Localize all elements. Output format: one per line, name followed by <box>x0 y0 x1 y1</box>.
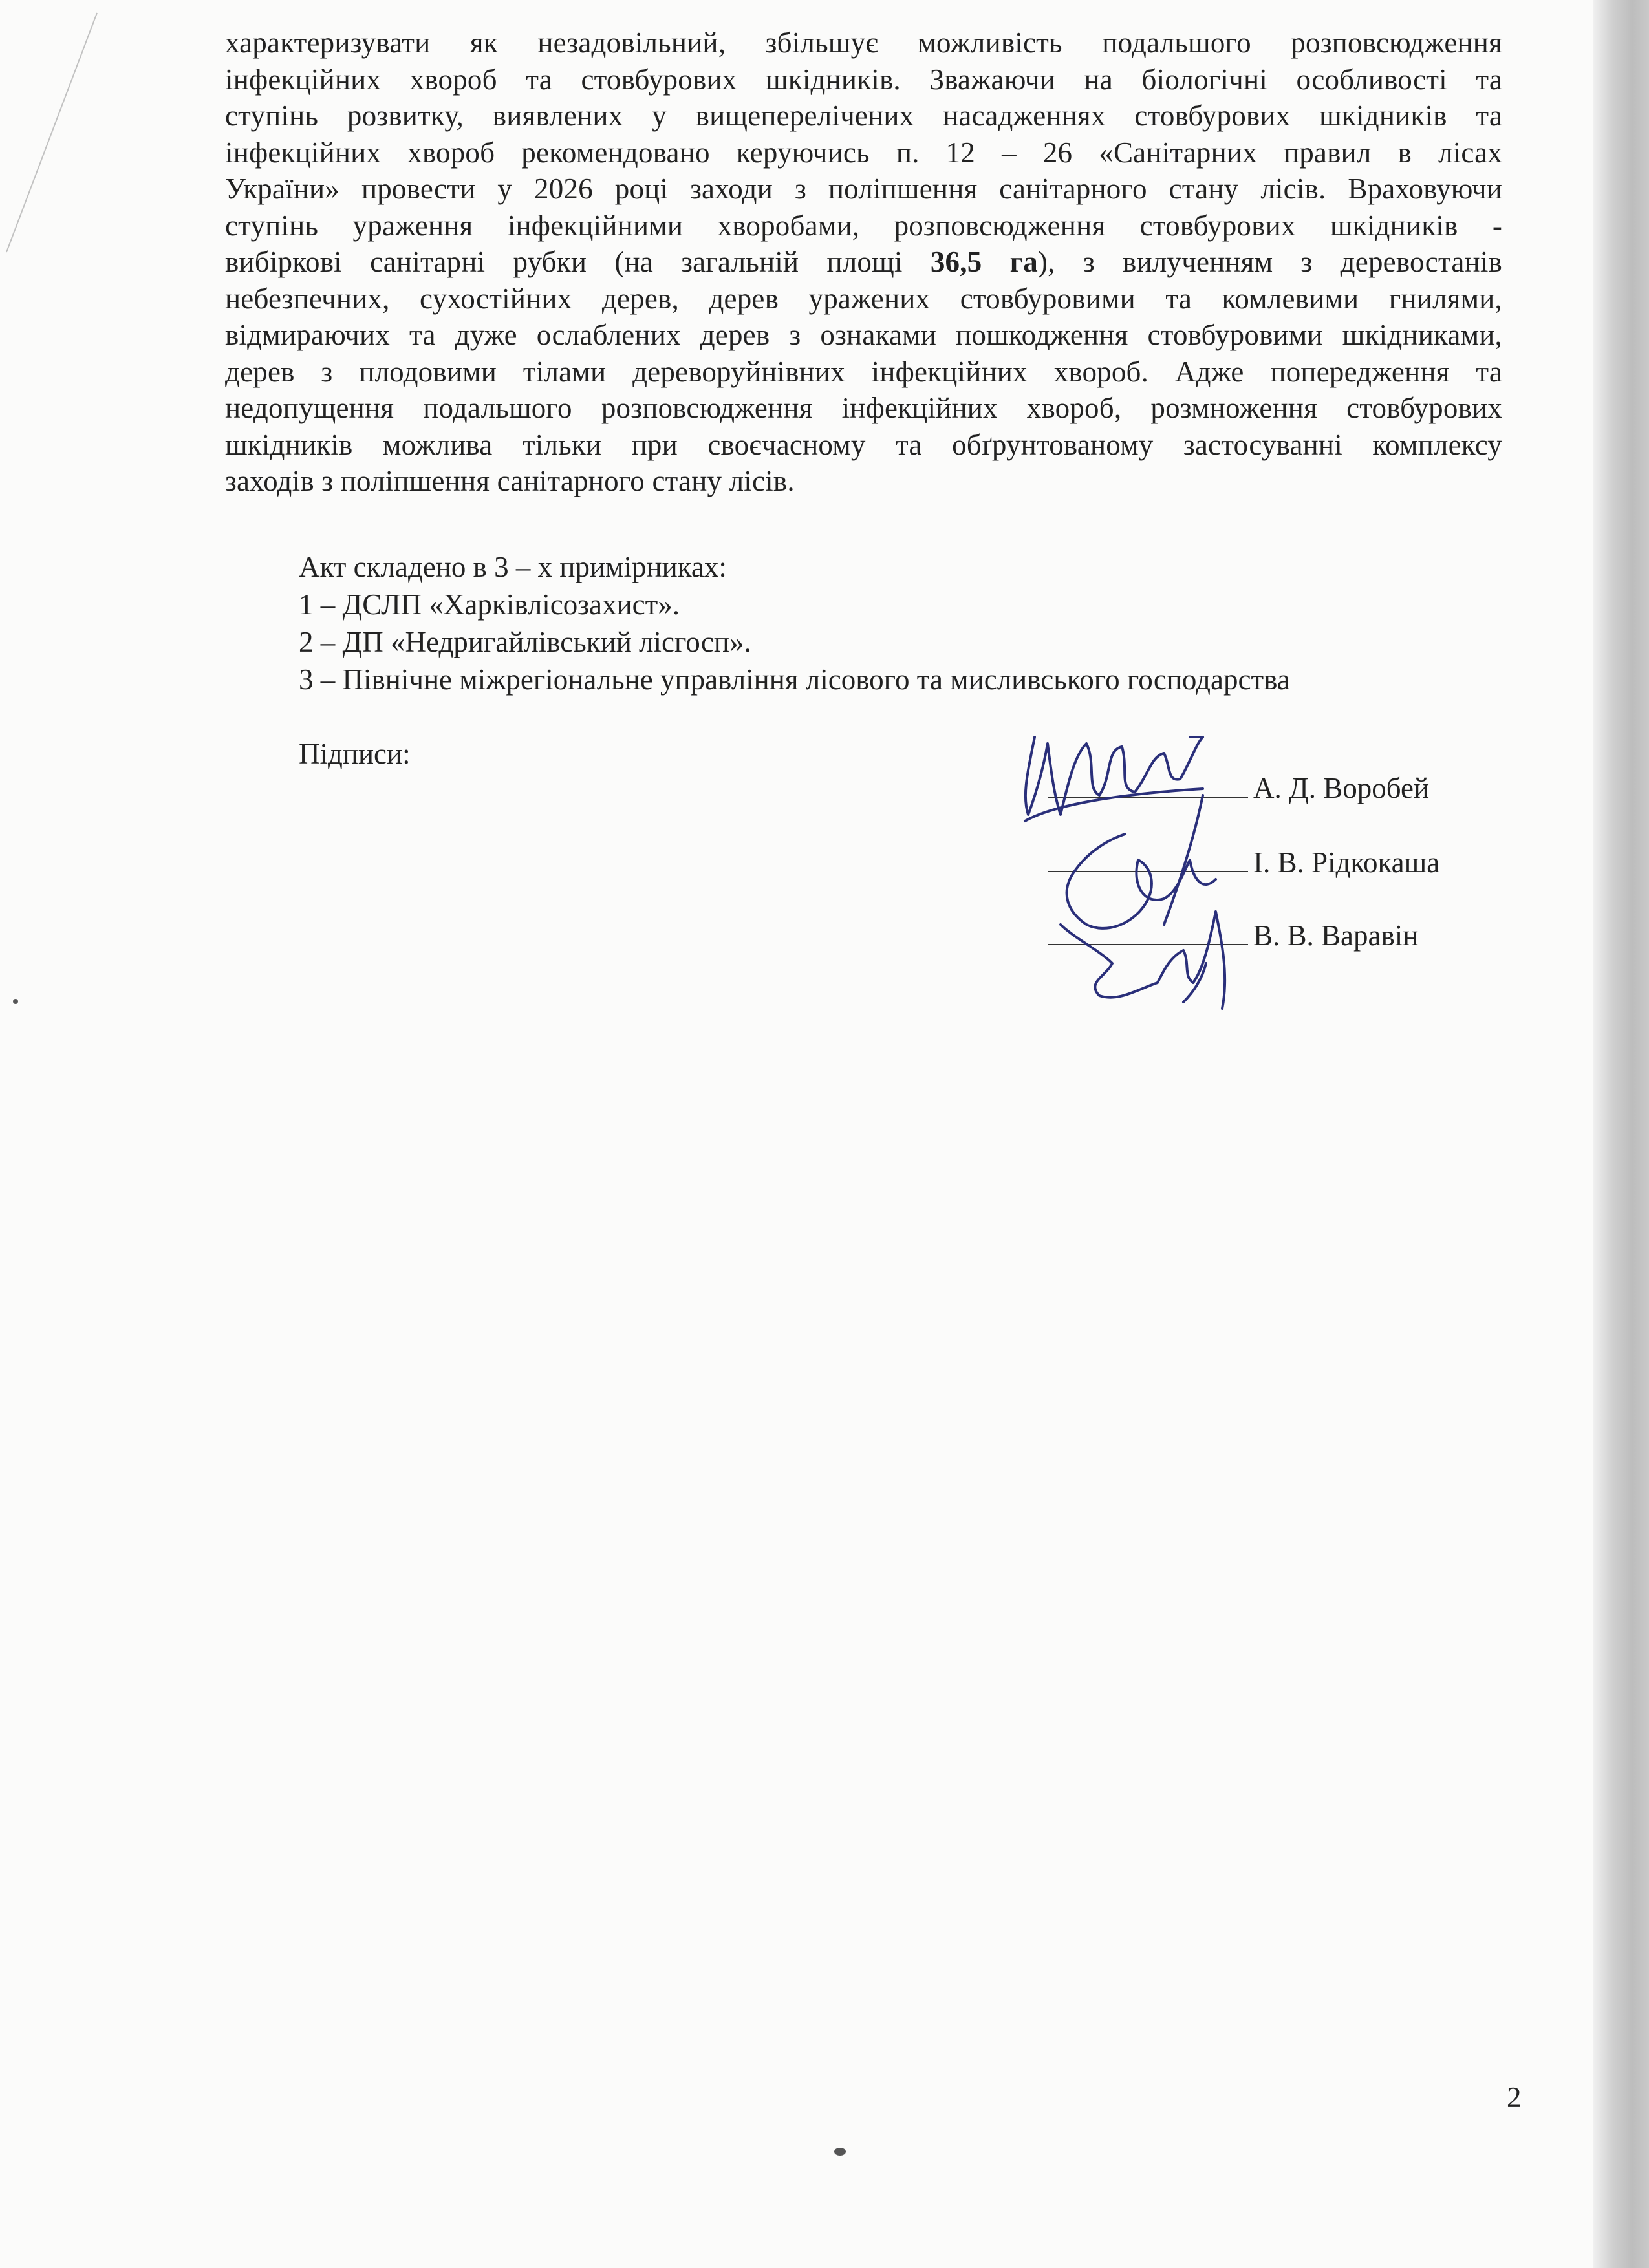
signature-2 <box>1067 834 1216 928</box>
paragraph-line: інфекційних хвороб рекомендовано керуючись п. 12 – 26 «Санітарних правил в лісах <box>225 136 1502 169</box>
copy-item: 2 – ДП «Недригайлівський лісгосп». <box>299 626 751 658</box>
paragraph-line: ступінь розвитку, виявлених у вищеперелічених насадженнях стовбурових шкідників та <box>225 100 1502 132</box>
signer-name: В. В. Варавін <box>1253 919 1419 952</box>
paragraph-line: недопущення подальшого розповсюдження інфекційних хвороб, розмноження стовбурових <box>225 392 1502 424</box>
paragraph-line: небезпечних, сухостійних дерев, дерев уражених стовбуровими та комлевими гнилями, <box>225 282 1502 315</box>
area-value: 36,5 га <box>930 246 1038 278</box>
paragraph-line: характеризувати як незадовільний, збільшує можливість подальшого розповсюдження <box>225 27 1502 59</box>
signature-1 <box>1026 737 1203 815</box>
paragraph-line: шкідників можлива тільки при своєчасному та обґрунтованому застосуванні комплексу <box>225 428 1502 461</box>
paragraph-line: ступінь ураження інфекційними хворобами, розповсюдження стовбурових шкідників - <box>225 209 1502 242</box>
area-text-before: вибіркові санітарні рубки (на загальній площі <box>225 246 931 278</box>
page-number: 2 <box>1507 2081 1522 2113</box>
paragraph-line: України» провести у 2026 році заходи з поліпшення санітарного стану лісів. Враховуючи <box>225 173 1502 205</box>
paragraph-line: заходів з поліпшення санітарного стану лісів. <box>225 465 795 497</box>
copies-intro: Акт складено в 3 – х примірниках: <box>299 551 727 583</box>
signature-2-stroke <box>1164 795 1203 925</box>
signature-1-flourish <box>1025 789 1203 821</box>
paragraph-line-area <box>225 244 1502 281</box>
signatures-label: Підписи: <box>299 738 411 770</box>
scan-speck <box>834 2148 846 2156</box>
paragraph-line: відмираючих та дуже ослаблених дерев з ознаками пошкодження стовбуровими шкідниками, <box>225 319 1502 351</box>
signature-3 <box>1061 912 1225 1009</box>
paragraph-line: дерев з плодовими тілами дереворуйнівних інфекційних хвороб. Адже попередження та <box>225 355 1502 388</box>
handwritten-signatures <box>1009 718 1287 1015</box>
scan-edge-shadow <box>1593 0 1649 2268</box>
area-text-after: ), з вилученням з деревостанів <box>1037 246 1502 278</box>
paragraph-line: інфекційних хвороб та стовбурових шкідників. Зважаючи на біологічні особливості та <box>225 63 1502 96</box>
signer-name: І. В. Рідкокаша <box>1253 846 1440 879</box>
copy-item: 3 – Північне міжрегіональне управління лісового та мисливського господарства <box>299 663 1290 696</box>
signer-name: А. Д. Воробей <box>1253 772 1430 804</box>
copies-list <box>299 548 1290 698</box>
copy-item: 1 – ДСЛП «Харківлісозахист». <box>299 588 680 621</box>
scan-artifact-line <box>0 0 129 259</box>
body-paragraph <box>225 25 1502 500</box>
scan-speck <box>13 999 18 1004</box>
